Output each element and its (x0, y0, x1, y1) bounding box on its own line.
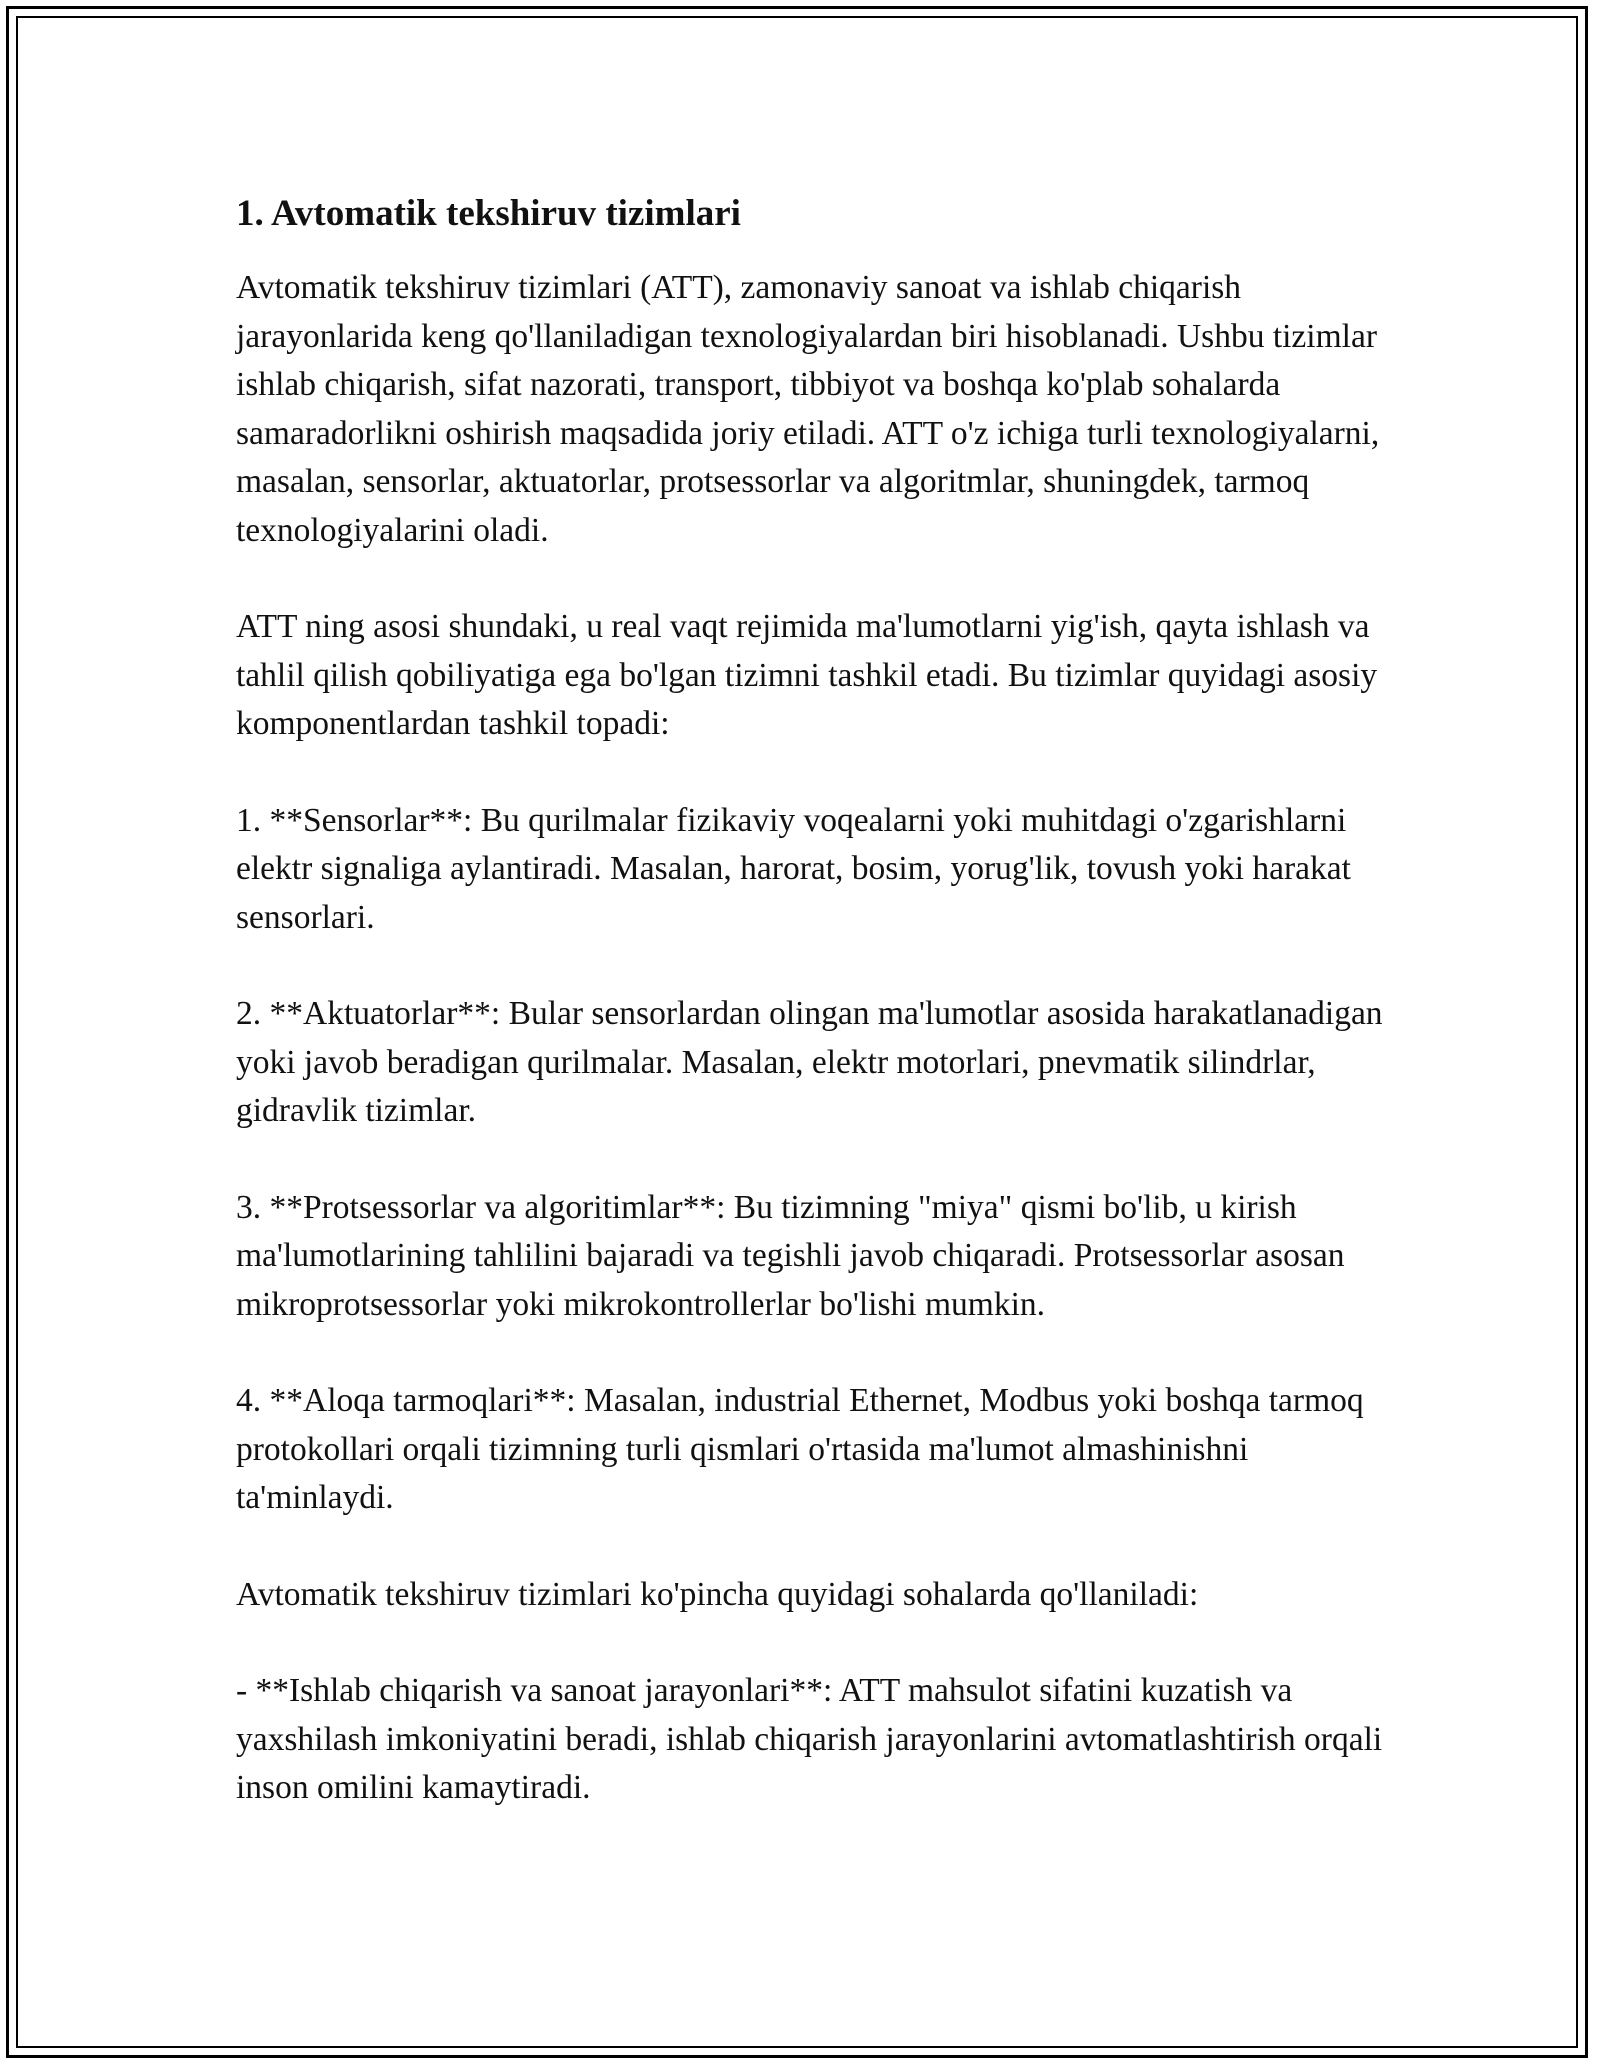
paragraph-basis: ATT ning asosi shundaki, u real vaqt rejimida ma'lumotlarni yig'ish, qayta ishlash va tahlil qilish qobiliyatiga ega bo'lgan tizimni tashkil etadi. Bu tizimlar quyidagi asosiy komponentlardan tashkil topadi: (236, 608, 1386, 742)
list-item-processors: 3. **Protsessorlar va algoritimlar**: Bu tizimning "miya" qismi bo'lib, u kirish ma'lumotlarining tahlilini bajaradi va tegishli javob chiqaradi. Protsessorlar asosan mikroprotsessorlar yoki mikrokontrollerlar bo'lishi mumkin. (236, 1188, 1353, 1323)
paragraph-intro: Avtomatik tekshiruv tizimlari (ATT), zamonaviy sanoat va ishlab chiqarish jarayonlarida keng qo'llaniladigan texnologiyalardan biri hisoblanadi. Ushbu tizimlar ishlab chiqarish, sifat nazorati, transport, tibbiyot va boshqa ko'plab sohalarda samaradorlikni oshirish maqsadida joriy etiladi. ATT o'z ichiga turli texnologiyalarni, masalan, sensorlar, aktuatorlar, protsessorlar va algoritmlar, shuningdek, tarmoq texnologiyalarini oladi. (236, 269, 1388, 549)
document-body (236, 186, 1391, 1861)
list-item-sensors: 1. **Sensorlar**: Bu qurilmalar fizikaviy voqealarni yoki muhitdagi o'zgarishlarni elektr signaliga aylantiradi. Masalan, harorat, bosim, yorug'lik, tovush yoki harakat sensorlari. (236, 801, 1360, 936)
document-title: 1. Avtomatik tekshiruv tizimlari (236, 193, 741, 234)
bullet-item-manufacturing: - **Ishlab chiqarish va sanoat jarayonlari**: ATT mahsulot sifatini kuzatish va yaxshilash imkoniyatini beradi, ishlab chiqarish jarayonlarini avtomatlashtirish orqali inson omilini kamaytiradi. (236, 1672, 1391, 1806)
list-item-actuators: 2. **Aktuatorlar**: Bular sensorlardan olingan ma'lumotlar asosida harakatlanadigan yoki javob beradigan qurilmalar. Masalan, elektr motorlari, pnevmatik silindrlar, gidravlik tizimlar. (236, 995, 1391, 1129)
list-item-networks: 4. **Aloqa tarmoqlari**: Masalan, industrial Ethernet, Modbus yoki boshqa tarmoq protokollari orqali tizimning turli qismlari o'rtasida ma'lumot almashinishni ta'minlaydi. (236, 1382, 1373, 1516)
paragraph-applications: Avtomatik tekshiruv tizimlari ko'pincha quyidagi sohalarda qo'llaniladi: (236, 1575, 1199, 1613)
